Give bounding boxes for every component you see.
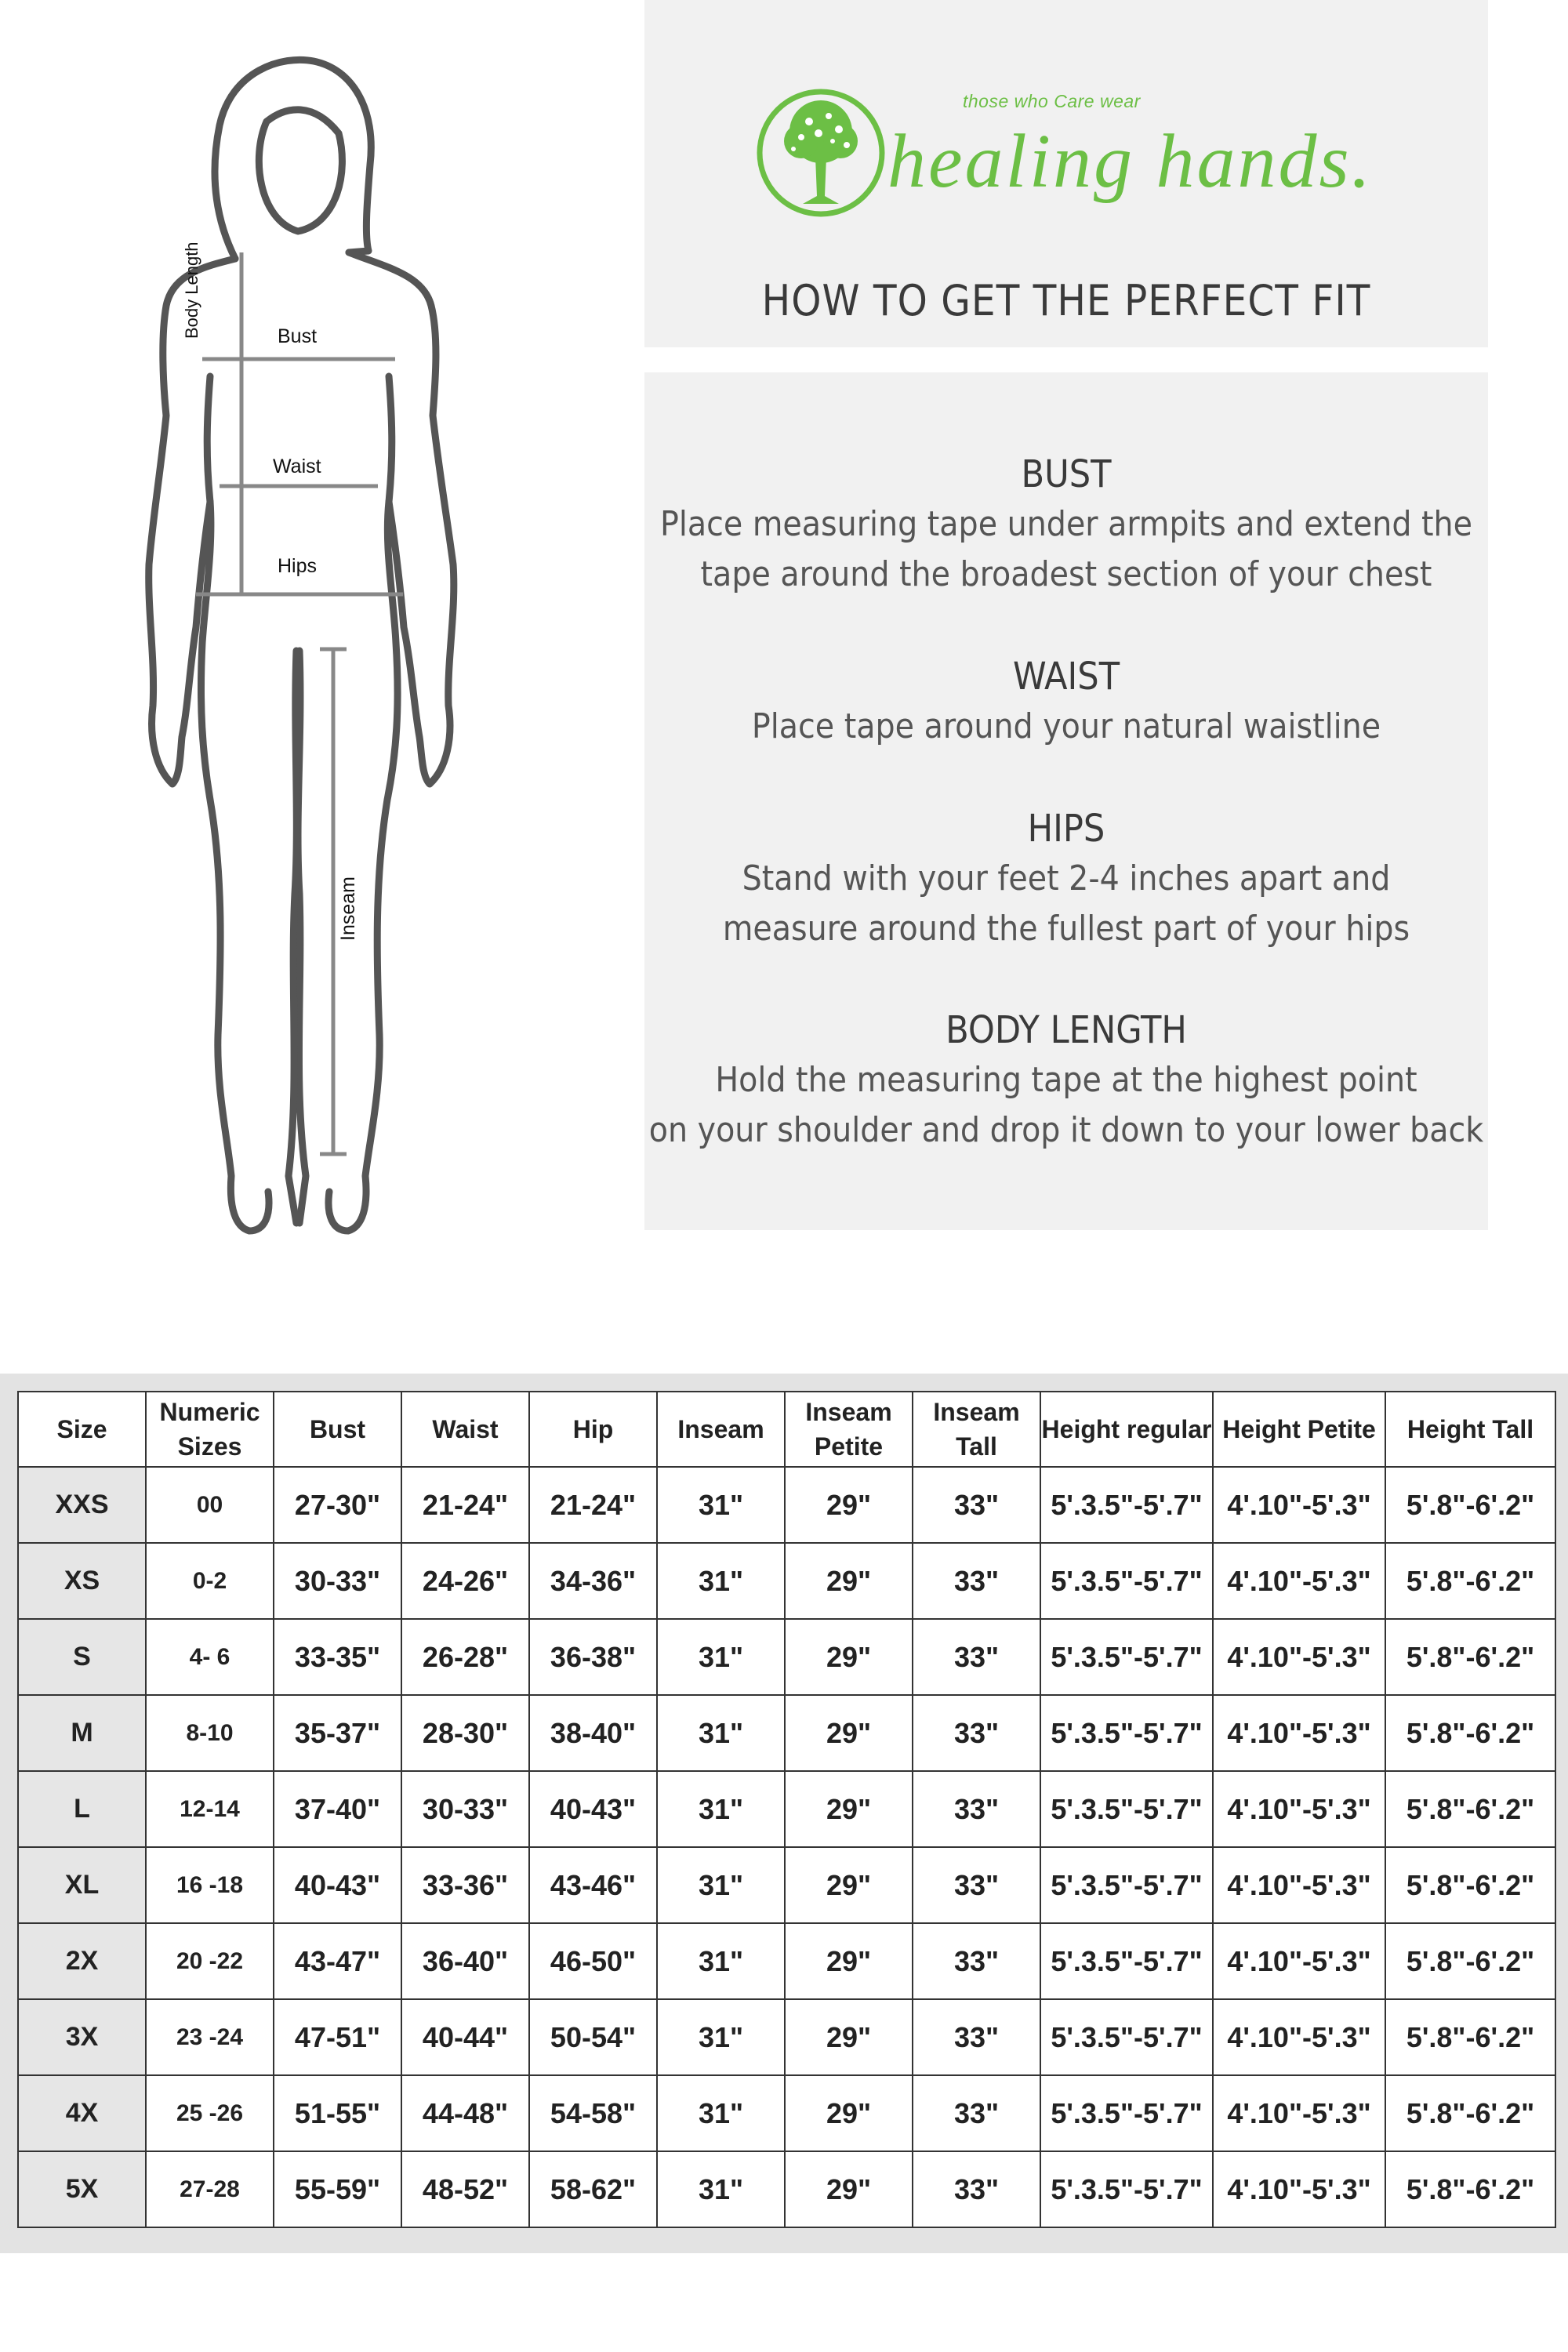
table-cell: 29" xyxy=(785,1847,913,1923)
table-cell: 5'.8"-6'.2" xyxy=(1385,2151,1555,2227)
inseam-figure-label: Inseam xyxy=(337,877,359,941)
size-chart-table xyxy=(17,1391,1556,2228)
table-cell: 33" xyxy=(913,2151,1040,2227)
table-cell: 27-30" xyxy=(274,1467,401,1543)
table-cell: 5'.8"-6'.2" xyxy=(1385,1847,1555,1923)
table-cell: 31" xyxy=(657,1771,785,1847)
instruction-line: Stand with your feet 2-4 inches apart and xyxy=(742,858,1391,898)
hips-figure-label: Hips xyxy=(278,555,318,577)
table-cell: 29" xyxy=(785,1543,913,1619)
table-cell: 29" xyxy=(785,1771,913,1847)
table-cell: 33" xyxy=(913,1543,1040,1619)
table-row xyxy=(18,1619,1555,1695)
table-row xyxy=(18,1467,1555,1543)
table-cell: 54-58" xyxy=(529,2075,657,2151)
table-cell: 00 xyxy=(146,1467,274,1543)
table-row xyxy=(18,1847,1555,1923)
table-cell: 5'.3.5"-5'.7" xyxy=(1040,1999,1213,2075)
table-cell: 0-2 xyxy=(146,1543,274,1619)
instruction-heading: HIPS xyxy=(1027,807,1105,851)
table-cell: 23 -24 xyxy=(146,1999,274,2075)
body-length-figure-label: Body Length xyxy=(182,241,201,339)
waist-figure-label: Waist xyxy=(273,456,321,477)
brand-tagline: those who Care wear xyxy=(963,91,1141,111)
table-cell: 33" xyxy=(913,1847,1040,1923)
instruction-line: tape around the broadest section of your chest xyxy=(700,554,1432,594)
table-cell: 33" xyxy=(913,1467,1040,1543)
bust-instruction xyxy=(644,449,1488,600)
body-length-instruction xyxy=(644,1005,1488,1156)
table-cell: 50-54" xyxy=(529,1999,657,2075)
table-cell: 51-55" xyxy=(274,2075,401,2151)
table-row xyxy=(18,1999,1555,2075)
table-cell: 5'.3.5"-5'.7" xyxy=(1040,1543,1213,1619)
size-cell: M xyxy=(18,1695,146,1771)
table-cell: 5'.8"-6'.2" xyxy=(1385,1771,1555,1847)
column-header: Inseam xyxy=(657,1392,785,1467)
table-cell: 31" xyxy=(657,2151,785,2227)
table-cell: 31" xyxy=(657,1619,785,1695)
column-header: Inseam Petite xyxy=(785,1392,913,1467)
waist-instruction xyxy=(644,652,1488,752)
table-cell: 33" xyxy=(913,1771,1040,1847)
brand-panel xyxy=(644,0,1488,347)
table-cell: 31" xyxy=(657,1543,785,1619)
table-cell: 4'.10"-5'.3" xyxy=(1213,1999,1385,2075)
table-cell: 21-24" xyxy=(401,1467,529,1543)
table-cell: 31" xyxy=(657,1923,785,1999)
size-cell: XL xyxy=(18,1847,146,1923)
table-cell: 29" xyxy=(785,1619,913,1695)
table-cell: 21-24" xyxy=(529,1467,657,1543)
table-cell: 5'.3.5"-5'.7" xyxy=(1040,2075,1213,2151)
table-row xyxy=(18,1543,1555,1619)
size-cell: 2X xyxy=(18,1923,146,1999)
table-cell: 5'.8"-6'.2" xyxy=(1385,1619,1555,1695)
table-cell: 43-46" xyxy=(529,1847,657,1923)
column-header: Waist xyxy=(401,1392,529,1467)
table-cell: 5'.8"-6'.2" xyxy=(1385,1543,1555,1619)
size-cell: 5X xyxy=(18,2151,146,2227)
table-cell: 40-44" xyxy=(401,1999,529,2075)
table-cell: 38-40" xyxy=(529,1695,657,1771)
table-cell: 40-43" xyxy=(529,1771,657,1847)
column-header: Inseam Tall xyxy=(913,1392,1040,1467)
table-cell: 29" xyxy=(785,1467,913,1543)
instruction-line: measure around the fullest part of your hips xyxy=(722,909,1410,949)
table-cell: 29" xyxy=(785,2075,913,2151)
table-cell: 31" xyxy=(657,1999,785,2075)
brand-name: healing hands. xyxy=(887,119,1374,204)
table-cell: 37-40" xyxy=(274,1771,401,1847)
instruction-heading: WAIST xyxy=(1012,655,1120,699)
instruction-line: Hold the measuring tape at the highest point xyxy=(715,1060,1417,1100)
table-cell: 5'.3.5"-5'.7" xyxy=(1040,1467,1213,1543)
table-cell: 33" xyxy=(913,1999,1040,2075)
table-cell: 5'.8"-6'.2" xyxy=(1385,1695,1555,1771)
table-cell: 5'.3.5"-5'.7" xyxy=(1040,1695,1213,1771)
page-title: HOW TO GET THE PERFECT FIT xyxy=(761,276,1371,325)
table-cell: 29" xyxy=(785,1923,913,1999)
table-cell: 33" xyxy=(913,1695,1040,1771)
table-row xyxy=(18,2075,1555,2151)
size-cell: XS xyxy=(18,1543,146,1619)
table-cell: 4'.10"-5'.3" xyxy=(1213,1543,1385,1619)
size-cell: 4X xyxy=(18,2075,146,2151)
table-cell: 33" xyxy=(913,1923,1040,1999)
table-cell: 4'.10"-5'.3" xyxy=(1213,1695,1385,1771)
table-cell: 5'.3.5"-5'.7" xyxy=(1040,1771,1213,1847)
table-cell: 5'.8"-6'.2" xyxy=(1385,1999,1555,2075)
table-cell: 4'.10"-5'.3" xyxy=(1213,1619,1385,1695)
table-cell: 33" xyxy=(913,1619,1040,1695)
table-cell: 27-28 xyxy=(146,2151,274,2227)
table-cell: 4'.10"-5'.3" xyxy=(1213,1771,1385,1847)
column-header: Bust xyxy=(274,1392,401,1467)
table-cell: 33" xyxy=(913,2075,1040,2151)
column-header: Height Tall xyxy=(1385,1392,1555,1467)
size-cell: S xyxy=(18,1619,146,1695)
table-cell: 5'.3.5"-5'.7" xyxy=(1040,1923,1213,1999)
column-header: Hip xyxy=(529,1392,657,1467)
table-cell: 4'.10"-5'.3" xyxy=(1213,2075,1385,2151)
table-row xyxy=(18,2151,1555,2227)
column-header: Size xyxy=(18,1392,146,1467)
table-row xyxy=(18,1923,1555,1999)
table-cell: 46-50" xyxy=(529,1923,657,1999)
table-row xyxy=(18,1695,1555,1771)
table-cell: 5'.8"-6'.2" xyxy=(1385,2075,1555,2151)
table-cell: 31" xyxy=(657,1467,785,1543)
table-cell: 4'.10"-5'.3" xyxy=(1213,2151,1385,2227)
table-cell: 20 -22 xyxy=(146,1923,274,1999)
table-cell: 16 -18 xyxy=(146,1847,274,1923)
table-cell: 30-33" xyxy=(401,1771,529,1847)
table-cell: 31" xyxy=(657,1847,785,1923)
table-cell: 33-36" xyxy=(401,1847,529,1923)
body-measurement-figure xyxy=(118,47,470,1254)
female-body-outline-icon xyxy=(118,47,470,1254)
instruction-heading: BUST xyxy=(1021,452,1112,496)
table-cell: 25 -26 xyxy=(146,2075,274,2151)
table-row xyxy=(18,1771,1555,1847)
hips-instruction xyxy=(644,804,1488,954)
table-cell: 31" xyxy=(657,1695,785,1771)
table-cell: 4'.10"-5'.3" xyxy=(1213,1923,1385,1999)
table-cell: 34-36" xyxy=(529,1543,657,1619)
table-cell: 4'.10"-5'.3" xyxy=(1213,1847,1385,1923)
tree-in-circle-icon xyxy=(754,86,887,220)
table-cell: 8-10 xyxy=(146,1695,274,1771)
table-cell: 43-47" xyxy=(274,1923,401,1999)
table-cell: 28-30" xyxy=(401,1695,529,1771)
table-cell: 4- 6 xyxy=(146,1619,274,1695)
table-cell: 5'.8"-6'.2" xyxy=(1385,1467,1555,1543)
table-cell: 30-33" xyxy=(274,1543,401,1619)
instruction-line: Place measuring tape under armpits and extend the xyxy=(660,504,1472,544)
instructions-panel xyxy=(644,372,1488,1230)
table-cell: 48-52" xyxy=(401,2151,529,2227)
table-cell: 35-37" xyxy=(274,1695,401,1771)
table-cell: 36-38" xyxy=(529,1619,657,1695)
table-cell: 29" xyxy=(785,1999,913,2075)
table-cell: 58-62" xyxy=(529,2151,657,2227)
table-cell: 26-28" xyxy=(401,1619,529,1695)
table-body xyxy=(18,1467,1555,2227)
size-cell: 3X xyxy=(18,1999,146,2075)
table-cell: 5'.3.5"-5'.7" xyxy=(1040,1619,1213,1695)
table-cell: 33-35" xyxy=(274,1619,401,1695)
column-header: Height regular xyxy=(1040,1392,1213,1467)
instruction-line: on your shoulder and drop it down to your lower back xyxy=(648,1110,1484,1150)
table-cell: 31" xyxy=(657,2075,785,2151)
table-cell: 47-51" xyxy=(274,1999,401,2075)
size-cell: XXS xyxy=(18,1467,146,1543)
bust-figure-label: Bust xyxy=(278,325,318,347)
column-header: Numeric Sizes xyxy=(146,1392,274,1467)
table-cell: 29" xyxy=(785,2151,913,2227)
table-cell: 24-26" xyxy=(401,1543,529,1619)
size-cell: L xyxy=(18,1771,146,1847)
table-cell: 4'.10"-5'.3" xyxy=(1213,1467,1385,1543)
table-cell: 36-40" xyxy=(401,1923,529,1999)
table-cell: 5'.3.5"-5'.7" xyxy=(1040,1847,1213,1923)
instruction-heading: BODY LENGTH xyxy=(946,1008,1187,1052)
table-cell: 55-59" xyxy=(274,2151,401,2227)
column-header: Height Petite xyxy=(1213,1392,1385,1467)
table-cell: 12-14 xyxy=(146,1771,274,1847)
table-cell: 40-43" xyxy=(274,1847,401,1923)
table-header-row xyxy=(18,1392,1555,1467)
table-cell: 5'.3.5"-5'.7" xyxy=(1040,2151,1213,2227)
instruction-line: Place tape around your natural waistline xyxy=(751,706,1381,746)
table-cell: 29" xyxy=(785,1695,913,1771)
table-cell: 44-48" xyxy=(401,2075,529,2151)
table-cell: 5'.8"-6'.2" xyxy=(1385,1923,1555,1999)
